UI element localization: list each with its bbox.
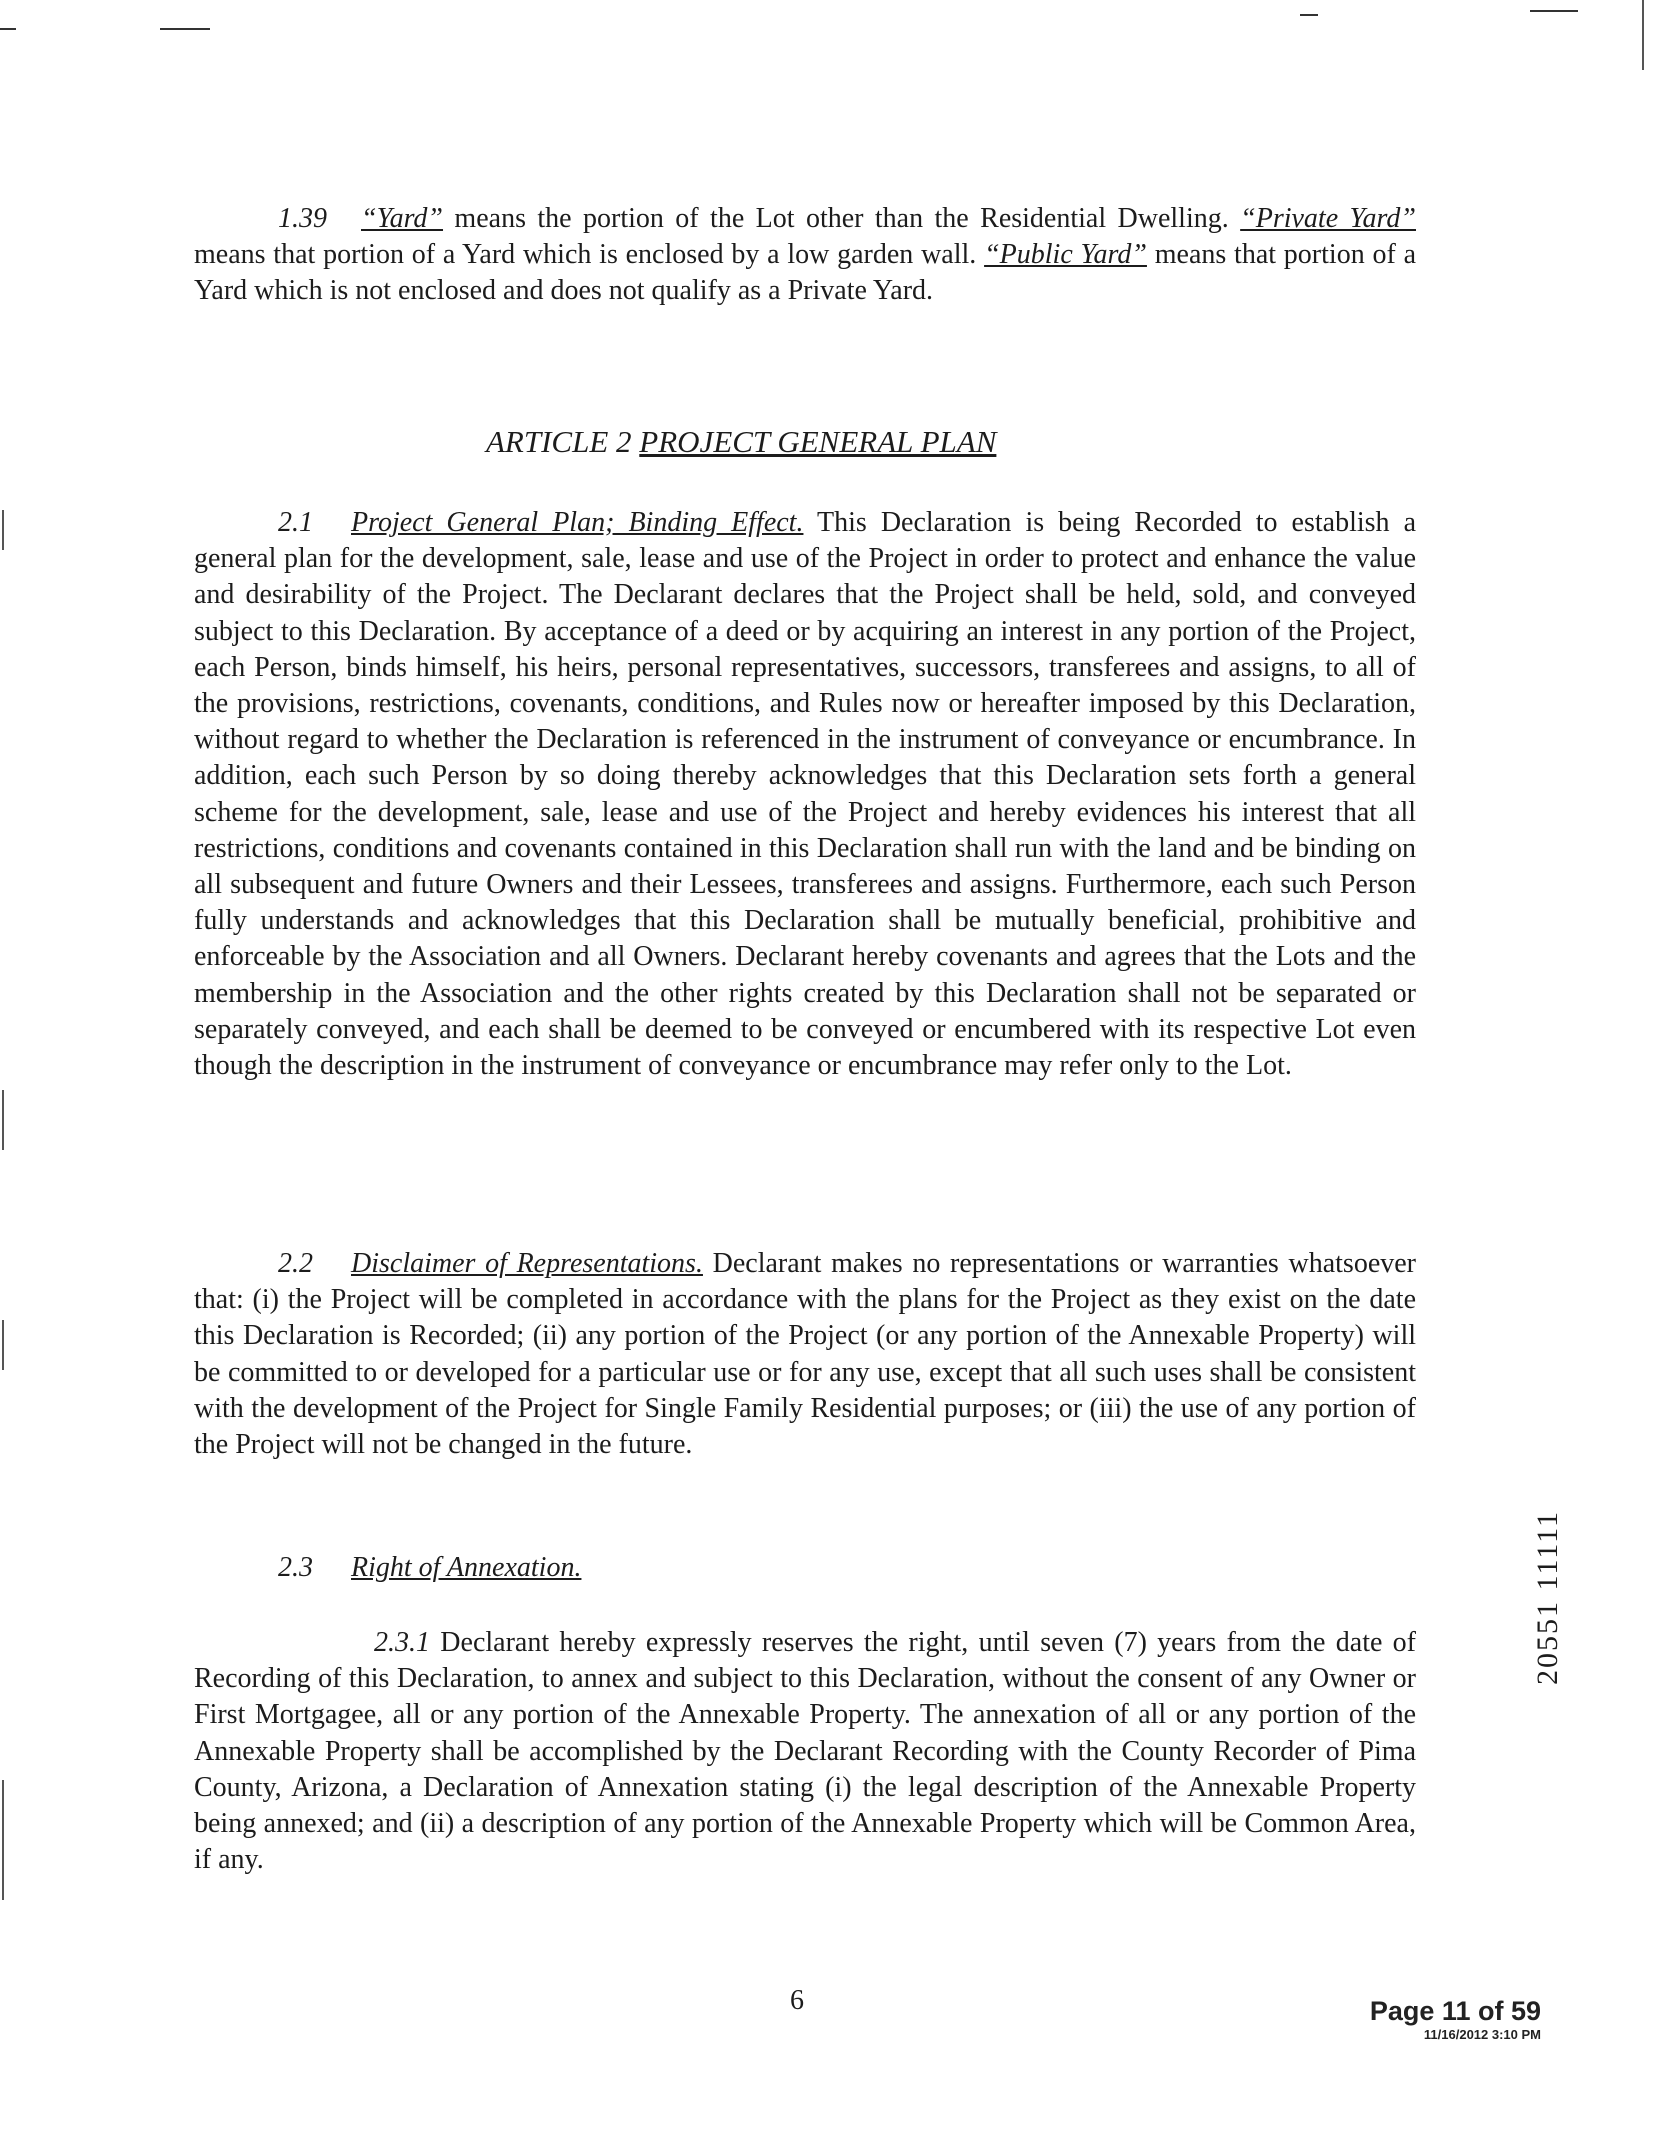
margin-recording-number: 20551 11111 bbox=[1531, 1510, 1564, 1686]
scan-mark-top-left-2 bbox=[160, 28, 210, 30]
para-number: 2.2 bbox=[278, 1248, 313, 1279]
scan-edge-right bbox=[1642, 0, 1644, 70]
scan-mark-top-right bbox=[1300, 14, 1318, 16]
paragraph-2-3-1 bbox=[194, 1625, 1416, 1878]
paragraph-2-3 bbox=[278, 1552, 581, 1584]
paragraph-2-1 bbox=[194, 505, 1416, 1084]
para-number: 2.3 bbox=[278, 1552, 313, 1583]
para-text: Declarant hereby expressly reserves the right, until seven (7) years from the date of Recording of this Declaration, to annex and subject to this Declaration, without the consent of any Owner or First Mortgagee, all or any portion of the Annexable Property. The annexation of all or any portion of the Annexable Property shall be accomplished by the Declarant Recording with the County Recorder of Pima County, Arizona, a Declaration of Annexation stating (i) the legal description of the Annexable Property being annexed; and (ii) a description of any portion of the Annexable Property which will be Common Area, if any. bbox=[194, 1627, 1417, 1876]
article-title bbox=[486, 424, 1186, 460]
para-text: Declarant makes no representations or warranties whatsoever that: (i) the Project will be completed in accordance with the plans for the Project as they exist on the date this Declaration is Recorded; (ii) any portion of the Project (or any portion of the Annexable Property) will be committed to or developed for a particular use or for any use, except that all such uses shall be consistent with the development of the Project for Single Family Residential purposes; or (iii) the use of any portion of the Project will not be changed in the future. bbox=[194, 1248, 1416, 1461]
scan-mark-top-right-2 bbox=[1530, 10, 1578, 12]
term-yard: “Yard” bbox=[361, 203, 444, 234]
scan-mark-top-left bbox=[0, 28, 16, 30]
section-heading: Project General Plan; Binding Effect. bbox=[351, 507, 804, 538]
term-private-yard: “Private Yard” bbox=[1240, 203, 1416, 234]
term-public-yard: “Public Yard” bbox=[984, 239, 1147, 271]
article-title-prefix: ARTICLE 2 bbox=[486, 424, 640, 459]
para-number: 2.1 bbox=[278, 507, 313, 538]
paragraph-1-39 bbox=[194, 201, 1416, 310]
para-number: 1.39 bbox=[278, 203, 327, 234]
para-text: means that portion of a Yard which is enclosed by a low garden wall. bbox=[194, 239, 985, 271]
para-text: This Declaration is being Recorded to establish a general plan for the development, sale, lease and use of the Project in order to protect and enhance the value and desirability of the Project. The Declarant declares that the Project shall be held, sold, and conveyed subject to this Declaration. By acceptance of a deed or by acquiring an interest in any portion of the Project, each Person, binds himself, his heirs, personal representatives, successors, transferees and assigns, to all of the provisions, restrictions, covenants, conditions, and Rules now or hereafter imposed by this Declaration, without regard to whether the Declaration is referenced in the instrument of conveyance or encumbrance. In addition, each such Person by so doing thereby acknowledges that this Declaration sets forth a general scheme for the development, sale, lease and use of the Project and hereby evidences his interest that all restrictions, conditions and covenants contained in this Declaration shall run with the land and be binding on all subsequent and future Owners and their Lessees, transferees and assigns. Furthermore, each such Person fully understands and acknowledges that this Declaration shall be mutually beneficial, prohibitive and enforceable by the Association and all Owners. Declarant hereby covenants and agrees that the Lots and the membership in the Association and the other rights created by this Declaration shall not be separated or separately conveyed, and each shall be deemed to be conveyed or encumbered with its respective Lot even though the description in the instrument of conveyance or encumbrance may refer only to the Lot. bbox=[194, 507, 1417, 1082]
para-number: 2.3.1 bbox=[374, 1627, 430, 1658]
section-heading: Right of Annexation. bbox=[351, 1552, 582, 1583]
page-stamp bbox=[1370, 1996, 1541, 2042]
article-title-text: PROJECT GENERAL PLAN bbox=[639, 424, 997, 459]
paragraph-2-2 bbox=[194, 1246, 1416, 1463]
section-heading: Disclaimer of Representations. bbox=[351, 1248, 703, 1279]
scan-edge-left-1 bbox=[2, 510, 4, 550]
page-number: 6 bbox=[790, 1985, 804, 2016]
para-text: means the portion of the Lot other than the Residential Dwelling. bbox=[443, 203, 1241, 234]
stamp-page-label: Page 11 of 59 bbox=[1369, 1996, 1541, 2026]
scan-edge-left-2 bbox=[2, 1090, 4, 1150]
scan-edge-left-3 bbox=[2, 1320, 4, 1370]
para-text: means that portion of a Yard which is not enclosed and does not qualify as a Private Yard. bbox=[194, 239, 1417, 307]
scan-edge-left-4 bbox=[2, 1780, 4, 1900]
stamp-datetime: 11/16/2012 3:10 PM bbox=[1423, 2027, 1541, 2042]
